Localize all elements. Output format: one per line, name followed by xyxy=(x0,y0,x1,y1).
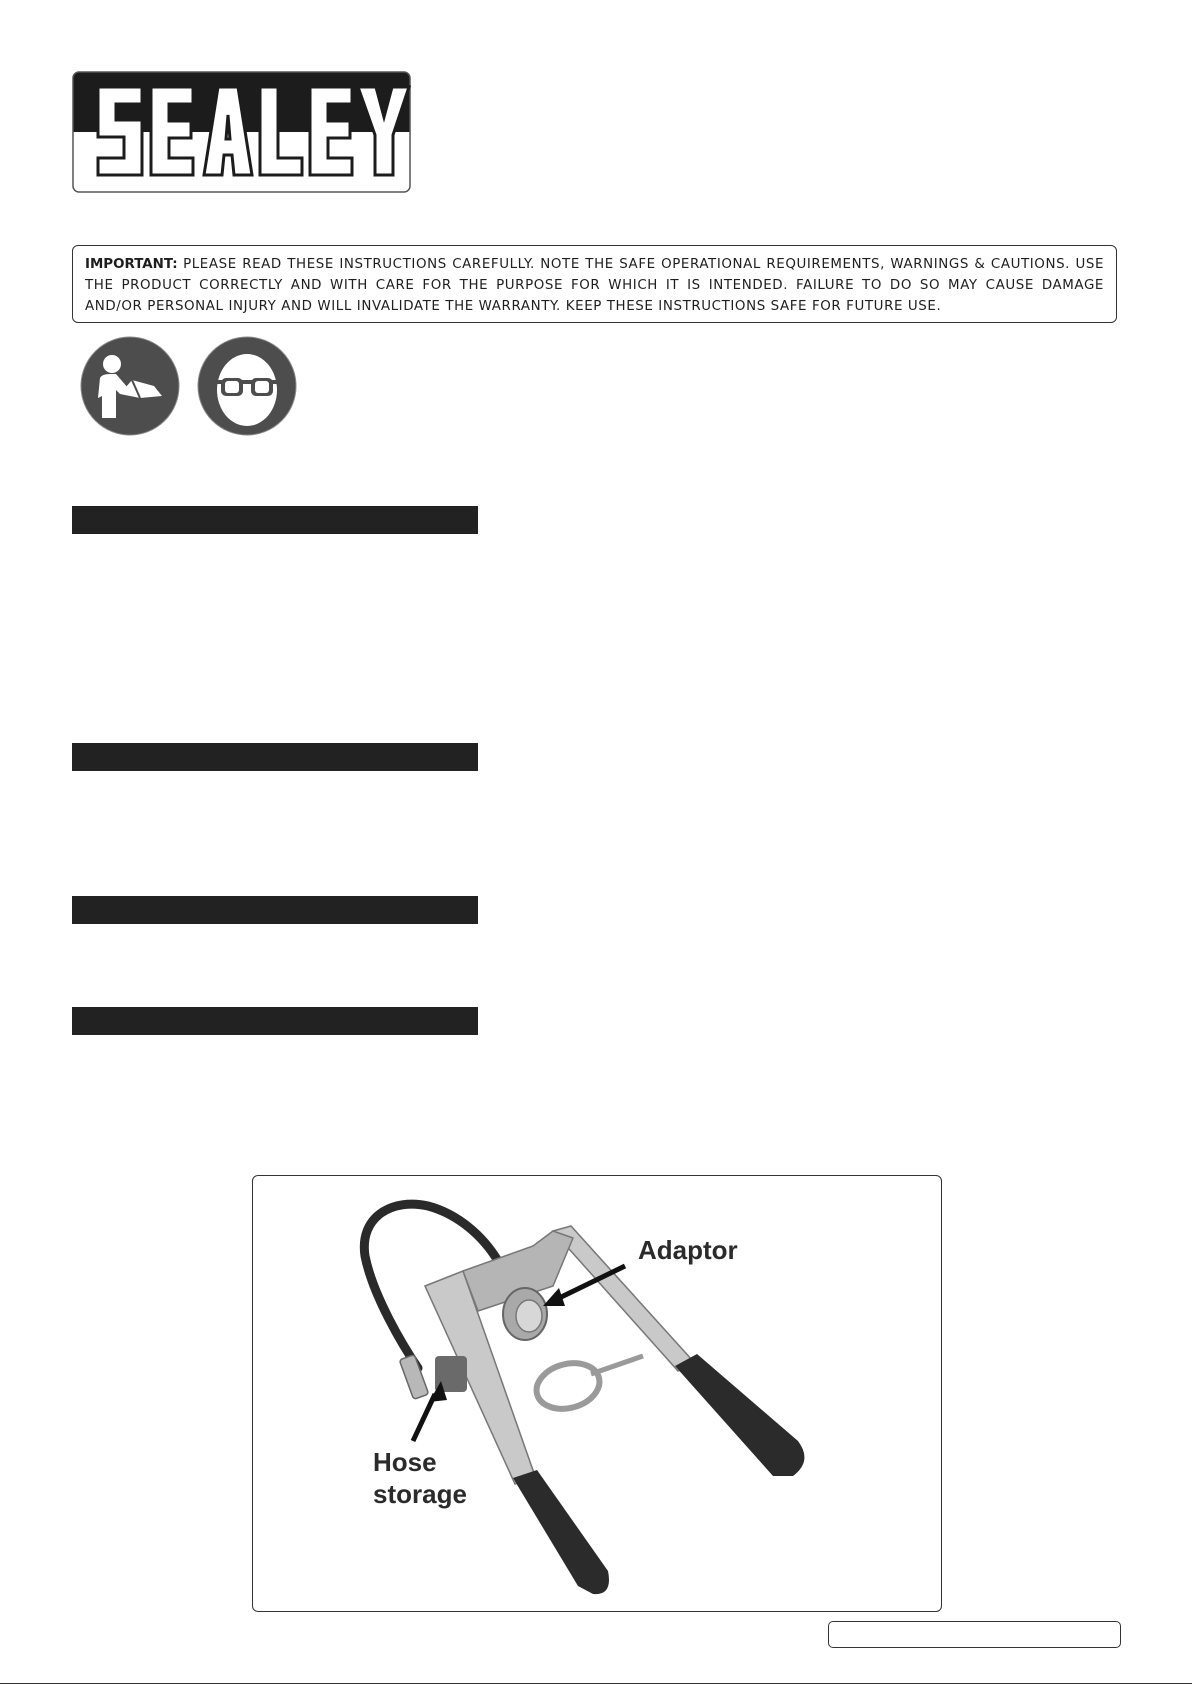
section-bar xyxy=(72,743,478,771)
grease-gun-illustration xyxy=(253,1176,942,1612)
footer-rule xyxy=(0,1683,1192,1684)
reference-box xyxy=(828,1621,1121,1648)
sealey-logo xyxy=(72,71,411,193)
hose-storage-label-line2: storage xyxy=(373,1479,467,1509)
read-manual-icon xyxy=(80,336,180,436)
important-notice xyxy=(72,245,1117,323)
section-bar xyxy=(72,896,478,924)
hose-storage-label xyxy=(373,1446,493,1510)
safety-goggles-icon xyxy=(197,336,297,436)
section-bar xyxy=(72,1007,478,1035)
adaptor-label: Adaptor xyxy=(638,1235,738,1265)
important-text: PLEASE READ THESE INSTRUCTIONS CAREFULLY. NOTE THE SAFE OPERATIONAL REQUIREMENTS, WARNINGS & CAUTIONS. USE THE PRODUCT CORRECTLY AND WITH CARE FOR THE PURPOSE FOR WHICH IT IS INTENDED. FAILURE TO DO SO MAY CAUSE DAMAGE AND/OR PERSONAL INJURY AND WILL INVALIDATE THE WARRANTY. KEEP THESE INSTRUCTIONS SAFE FOR FUTURE USE. xyxy=(85,257,1104,314)
hose-storage-label-line1: Hose xyxy=(373,1447,437,1477)
product-figure xyxy=(252,1175,942,1612)
section-bar xyxy=(72,506,478,534)
important-lead: IMPORTANT: xyxy=(85,257,178,272)
